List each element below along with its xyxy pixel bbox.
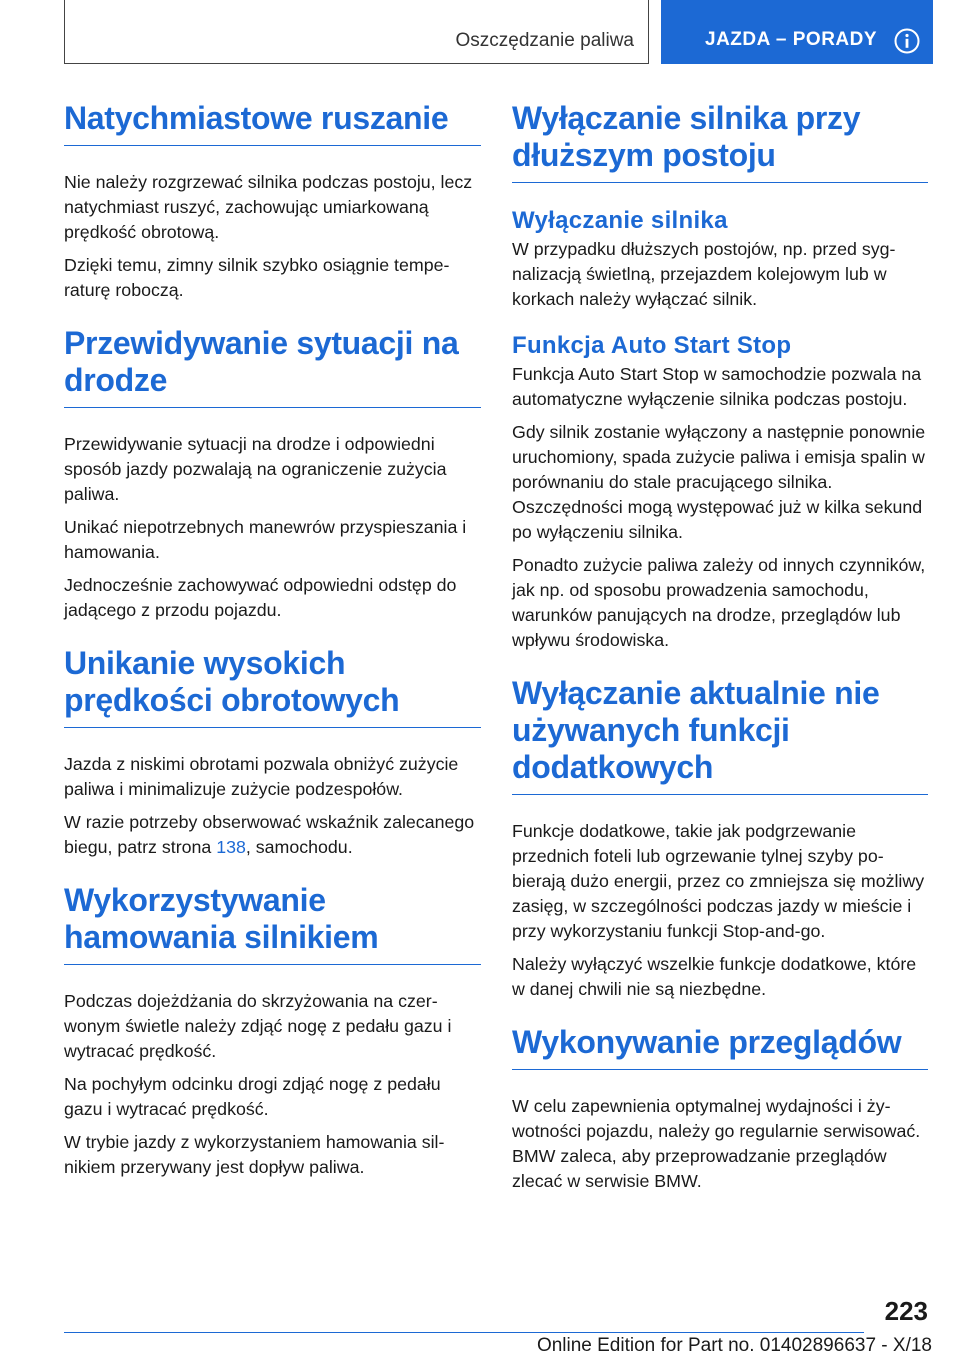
section-avoid-high-rpm [64,645,481,860]
heading-divider [64,407,481,408]
header-chapter-tab [661,0,933,64]
heading-divider [64,727,481,728]
heading-divider [64,964,481,965]
footer-edition: Online Edition for Part no. 01402896637 - X/18 [536,1335,932,1356]
footer-divider [64,1332,864,1333]
heading-disable-extra-functions: Wyłączanie aktualnie nie używanych funkcji dodatkowych [512,675,880,785]
paragraph: Podczas dojeżdżania do skrzyżowania na czerwonym świetle należy zdjąć nogę z pedału gazu i wytracać prędkość. [64,991,452,1061]
paragraph-text: , samochodu. [245,837,353,857]
header-section-title: Oszczędzanie paliwa [455,30,634,51]
heading-anticipation: Przewidywanie sytuacji na drodze [64,325,459,398]
paragraph-text: W razie potrzeby obserwować wskaźnik zalecanego biegu, patrz strona [64,812,475,857]
heading-divider [512,794,928,795]
paragraph: Unikać niepotrzebnych manewrów przyspieszania i hamowania. [64,517,467,562]
section-service-inspections [512,1024,928,1194]
paragraph: Jazda z niskimi obrotami pozwala obniżyć zużycie paliwa i minimalizuje zużycie podzespołów. [64,754,459,799]
paragraph: Funkcje dodatkowe, takie jak podgrzewanie przednich foteli lub ogrzewanie tylnej szyby pobierają dużo energii, przez co zmniejsza się możliwy zasięg, w szczególności podczas jazdy w mieście i przy wykorzystaniu funkcji Stop-and-go. [512,821,925,941]
paragraph: Ponadto zużycie paliwa zależy od innych czynników, jak np. od sposobu prowadzenia samochodu, warunków panujących na drodze, przeglądów lub wpływu środowiska. [512,555,926,650]
section-anticipation [64,325,481,623]
paragraph: W przypadku dłuższych postojów, np. przed sygnalizacją świetlną, przejazdem kolejowym lub w korkach należy wyłączać silnik. [512,239,896,309]
heading-divider [512,1069,928,1070]
left-column [64,100,481,1188]
paragraph: W celu zapewnienia optymalnej wydajności i żywotności pojazdu, należy go regularnie serwisować. BMW zaleca, aby przeprowadzanie przeglądów zlecać w serwisie BMW. [512,1096,921,1191]
paragraph [64,810,481,860]
heading-service-inspections: Wykonywanie przeglądów [512,1024,902,1060]
paragraph: Funkcja Auto Start Stop w samochodzie pozwala na automatyczne wyłączenie silnika podczas postoju. [512,364,922,409]
subheading-auto-start-stop: Funkcja Auto Start Stop [512,332,792,359]
paragraph: Gdy silnik zostanie wyłączony a następnie ponownie uruchomiony, spada zużycie paliwa i emisja spalin w porównaniu do stale pracującego silnika. Oszczędności mogą występować już w kilka sekund po wyłączeniu silnika. [512,422,926,542]
page-reference-link[interactable]: 138 [216,837,246,857]
heading-engine-braking: Wykorzystywanie hamowania silnikiem [64,882,379,955]
heading-divider [512,182,928,183]
heading-engine-off-long-stop: Wyłączanie silnika przy dłuższym postoju [512,100,861,173]
paragraph: W trybie jazdy z wykorzystaniem hamowania silnikiem przerywany jest dopływ paliwa. [64,1132,445,1177]
paragraph: Przewidywanie sytuacji na drodze i odpowiedni sposób jazdy pozwalają na ograniczenie zużycia paliwa. [64,434,447,504]
paragraph: Jednocześnie zachowywać odpowiedni odstęp do jadącego z przodu pojazdu. [64,575,457,620]
info-icon [894,28,920,54]
section-engine-off-long-stop [512,100,928,653]
paragraph: Na pochyłym odcinku drogi zdjąć nogę z pedału gazu i wytracać prędkość. [64,1074,441,1119]
paragraph: Nie należy rozgrzewać silnika podczas postoju, lecz natychmiast ruszyć, zachowując umiarkowaną prędkość obrotową. [64,172,473,242]
header-section-frame [64,0,649,64]
section-disable-extra-functions [512,675,928,1002]
subheading-engine-off: Wyłączanie silnika [512,207,728,234]
section-immediate-start [64,100,481,303]
heading-divider [64,145,481,146]
heading-immediate-start: Natychmiastowe ruszanie [64,100,449,136]
paragraph: Dzięki temu, zimny silnik szybko osiągnie temperaturę roboczą. [64,255,450,300]
paragraph: Należy wyłączyć wszelkie funkcje dodatkowe, które w danej chwili nie są niezbędne. [512,954,917,999]
right-column [512,100,928,1202]
heading-avoid-high-rpm: Unikanie wysokich prędkości obrotowych [64,645,400,718]
page-number: 223 [884,1296,928,1326]
section-engine-braking [64,882,481,1180]
header-chapter-label: JAZDA – PORADY [705,29,878,50]
